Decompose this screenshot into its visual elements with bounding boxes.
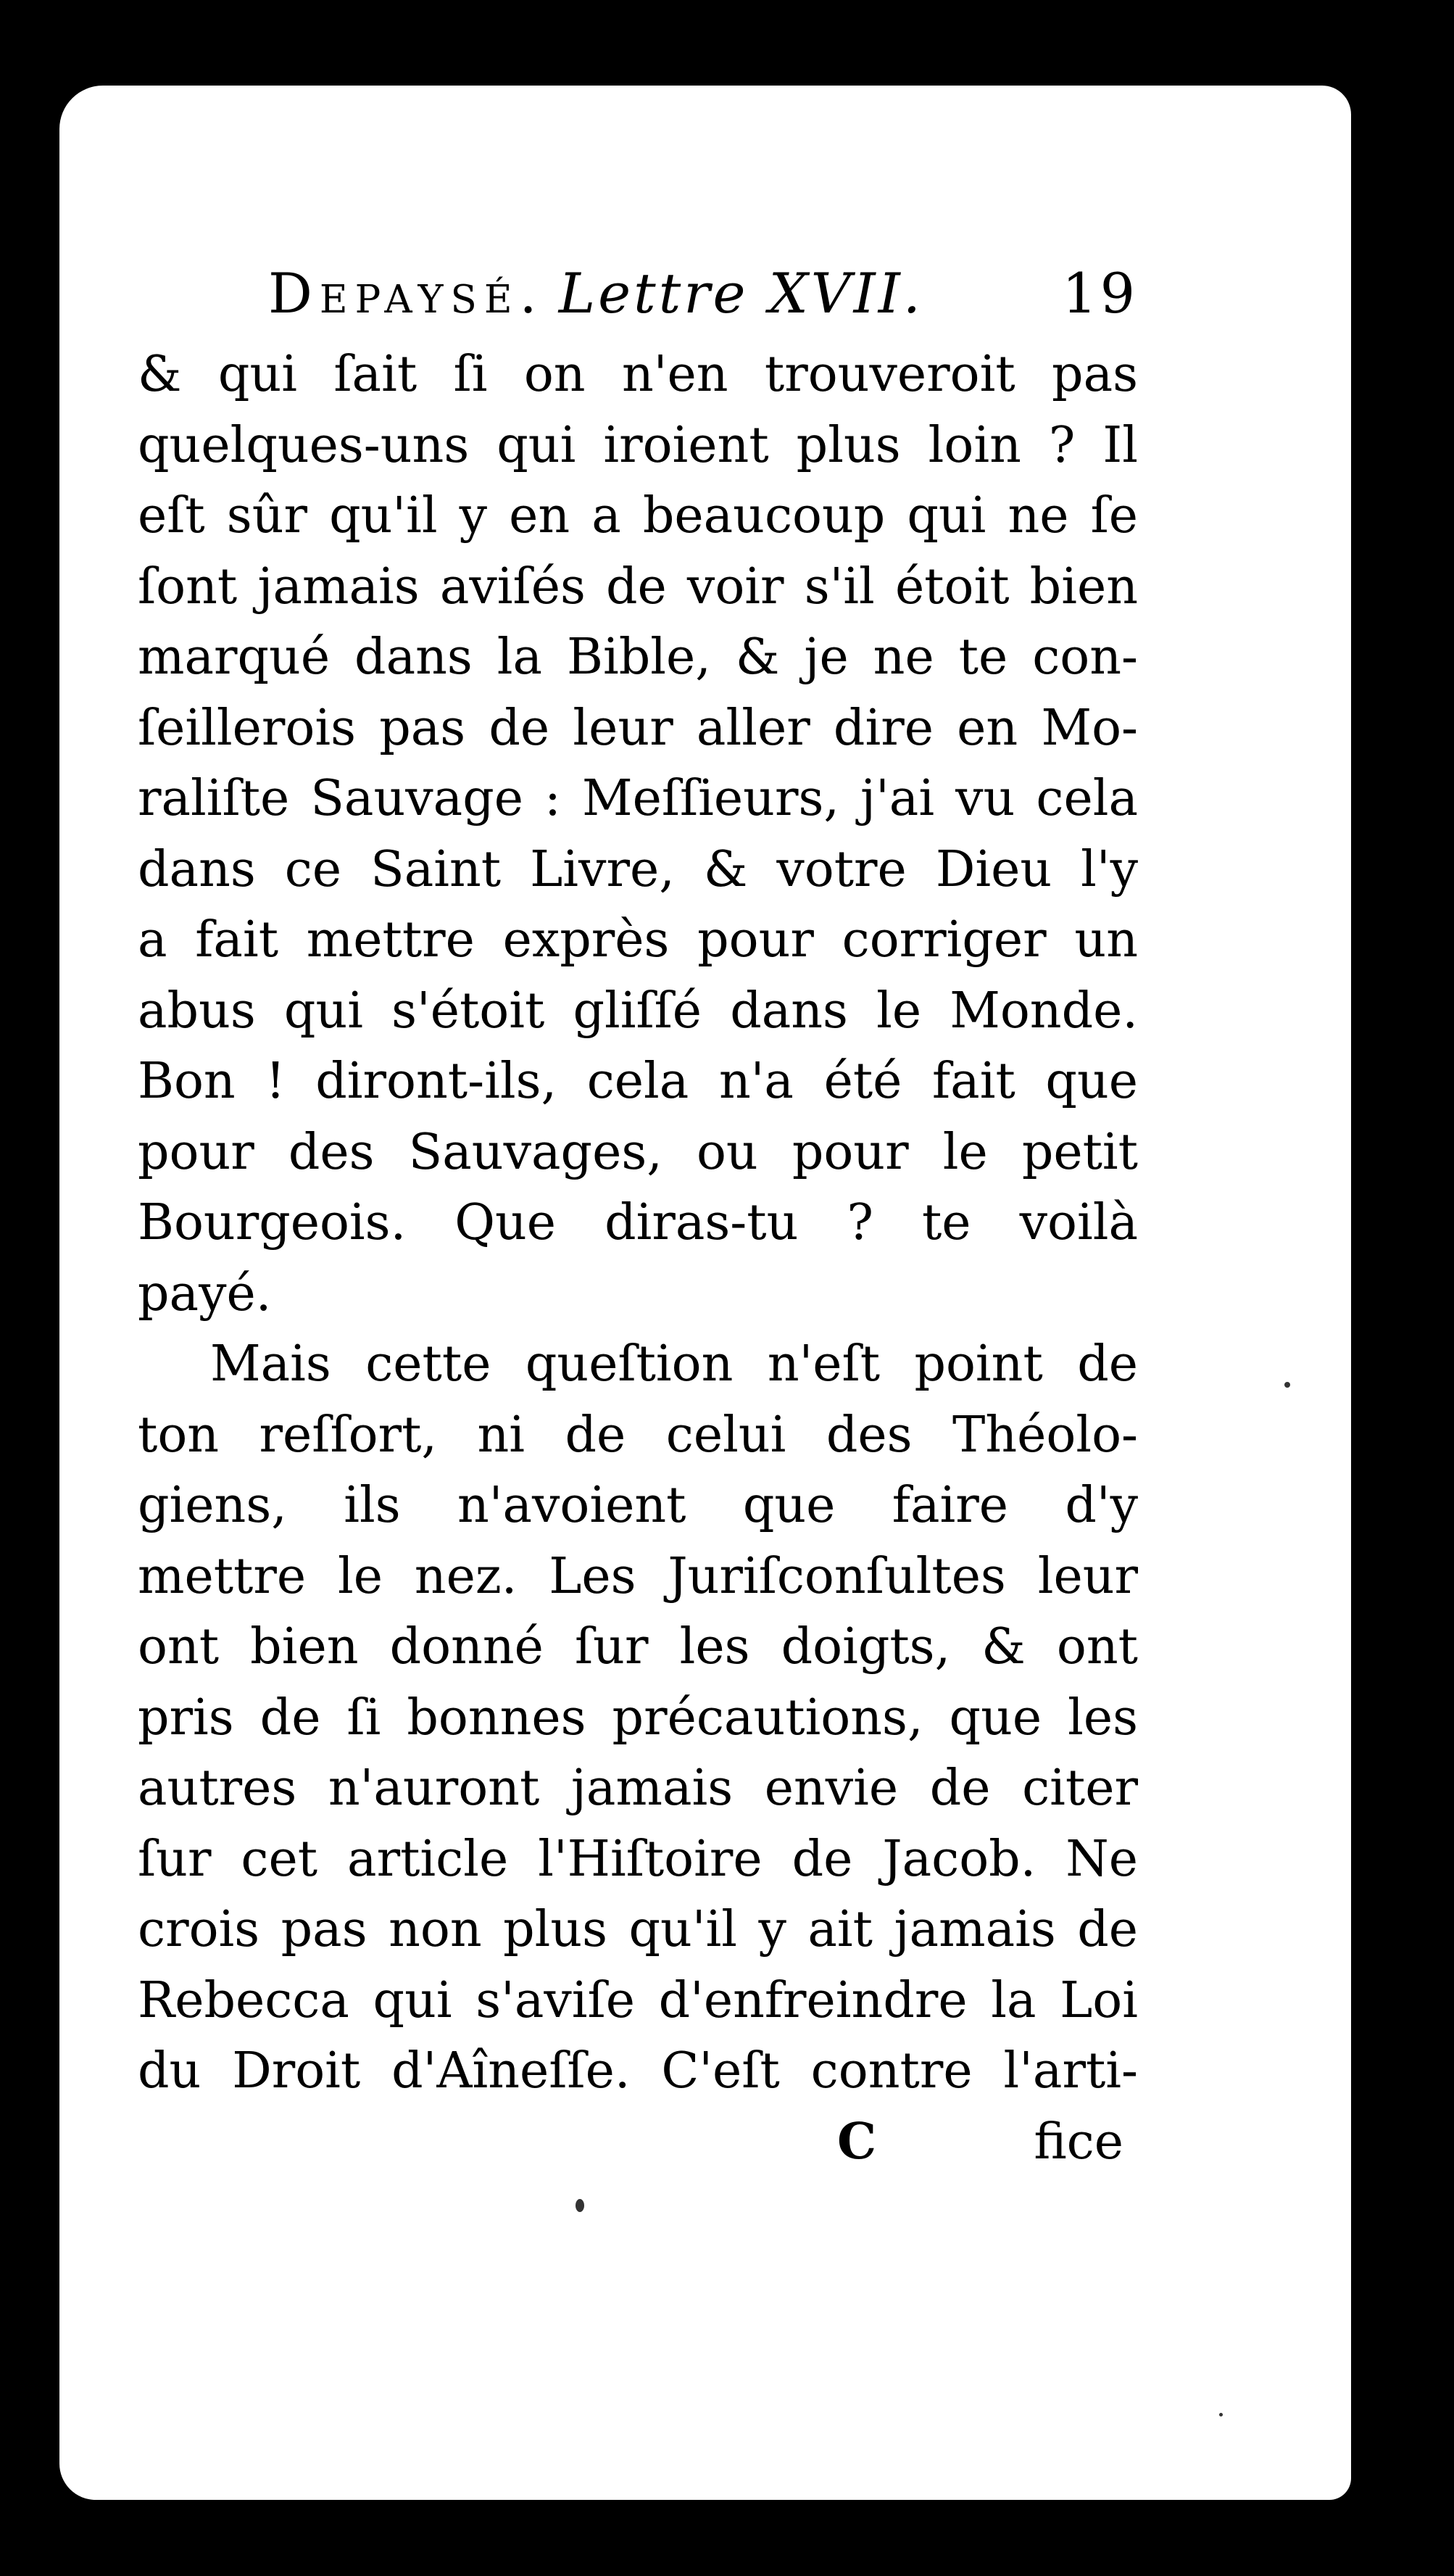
text-line: ſur cet article l'Hiſtoire de Jacob. Ne	[138, 1830, 1138, 1888]
text-line: abus qui s'étoit gliſſé dans le Monde.	[138, 982, 1138, 1040]
running-title: Depaysé.	[268, 261, 544, 326]
footer-line	[138, 2107, 1138, 2178]
running-header	[138, 261, 1138, 339]
text-line: Bourgeois. Que diras-tu ? te voilà	[138, 1194, 1138, 1251]
text-line: raliſte Sauvage : Meſſieurs, j'ai vu cela	[138, 770, 1138, 827]
signature-mark: C	[837, 2112, 877, 2171]
text-line: Rebecca qui s'aviſe d'enfreindre la Loi	[138, 1971, 1138, 2029]
letter-number: Lettre XVII.	[558, 261, 923, 326]
page-number: 19	[1062, 261, 1138, 326]
ink-speck	[1219, 2413, 1223, 2416]
text-line: ton reſſort, ni de celui des Théolo-	[138, 1406, 1138, 1464]
text-line: dans ce Saint Livre, & votre Dieu l'y	[138, 840, 1138, 898]
text-line: crois pas non plus qu'il y ait jamais de	[138, 1901, 1138, 1958]
text-line: & qui ſait ſi on n'en trouveroit pas	[138, 346, 1138, 403]
text-line: pour des Sauvages, ou pour le petit	[138, 1123, 1138, 1181]
text-line: giens, ils n'avoient que faire d'y	[138, 1477, 1138, 1534]
text-line: du Droit d'Aîneſſe. C'eſt contre l'arti-	[138, 2042, 1138, 2100]
text-line: ſont jamais aviſés de voir s'il étoit bien	[138, 558, 1138, 616]
text-line: Bon ! diront-ils, cela n'a été fait que	[138, 1053, 1138, 1110]
page-text	[138, 261, 1138, 2177]
text-line: eſt sûr qu'il y en a beaucoup qui ne ſe	[138, 487, 1138, 544]
text-line: quelques-uns qui iroient plus loin ? Il	[138, 416, 1138, 474]
text-line: autres n'auront jamais envie de citer	[138, 1760, 1138, 1817]
text-line: a fait mettre exprès pour corriger un	[138, 911, 1138, 969]
ink-speck	[576, 2199, 584, 2212]
text-line: pris de ſi bonnes précautions, que les	[138, 1689, 1138, 1747]
paragraph-start-line: Mais cette queſtion n'eſt point de	[210, 1335, 1138, 1393]
ink-speck	[1284, 1382, 1290, 1388]
text-line: mettre le nez. Les Juriſconſultes leur	[138, 1547, 1138, 1605]
text-line: marqué dans la Bible, & je ne te con-	[138, 629, 1138, 686]
catchword: fice	[1034, 2113, 1123, 2171]
text-line: payé.	[138, 1264, 272, 1322]
text-line: ont bien donné ſur les doigts, & ont	[138, 1618, 1138, 1676]
text-line: ſeillerois pas de leur aller dire en Mo-	[138, 699, 1138, 757]
